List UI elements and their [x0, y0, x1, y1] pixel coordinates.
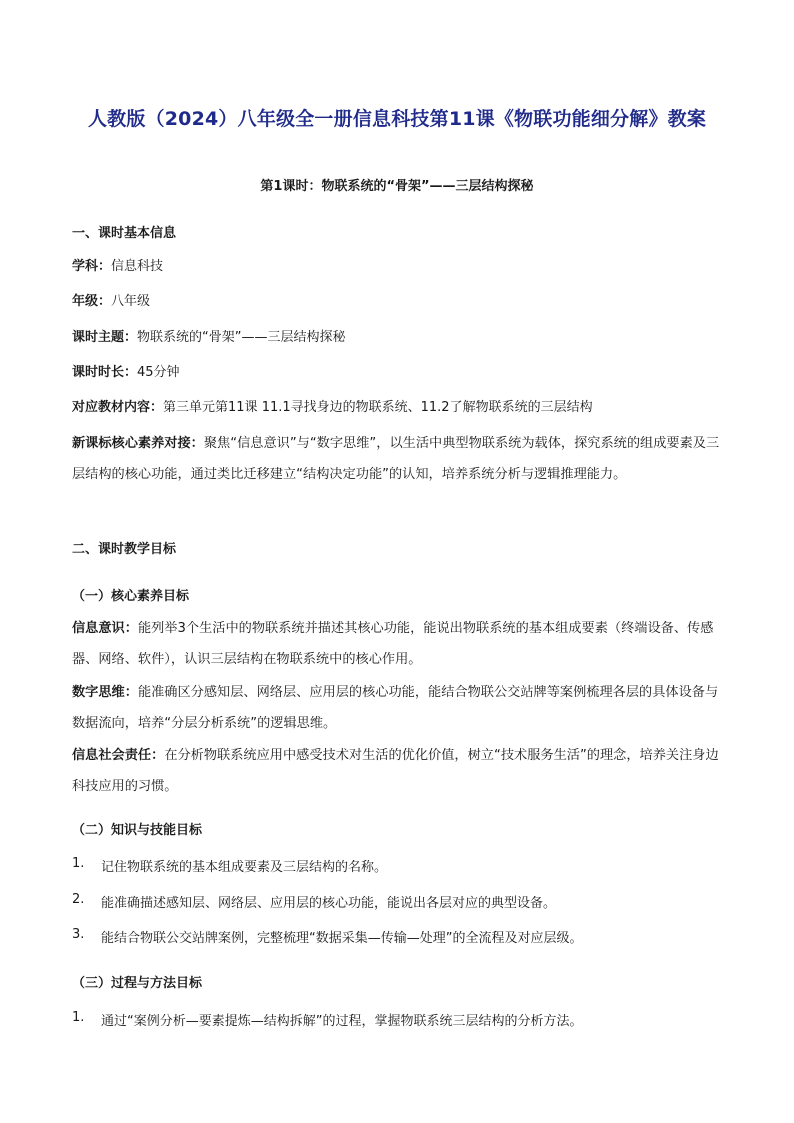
subject-label: 学科： — [72, 259, 112, 274]
knowledge-item-number: 3. — [72, 927, 85, 942]
standard-label: 新课标核心素养对接： — [72, 436, 204, 451]
subsection-heading-process: （三）过程与方法目标 — [72, 976, 203, 991]
digital-thinking-label: 数字思维： — [72, 685, 138, 700]
duration-label: 课时时长： — [72, 365, 138, 380]
subsection-heading-knowledge: （二）知识与技能目标 — [72, 823, 203, 838]
process-item-number: 1. — [72, 1010, 85, 1025]
material-line — [72, 400, 593, 416]
knowledge-item-number: 2. — [72, 892, 85, 907]
social-responsibility-label: 信息社会责任： — [72, 748, 165, 763]
knowledge-item-number: 1. — [72, 856, 85, 871]
info-awareness-label: 信息意识： — [72, 621, 138, 636]
subject-value: 信息科技 — [111, 259, 164, 274]
knowledge-item-text: 记住物联系统的基本组成要素及三层结构的名称。 — [101, 860, 388, 875]
standard-value: 聚焦“信息意识”与“数字思维”，以生活中典型物联系统为载体，探究系统的组成要素及三层结构的核心功能，通过类比迁移建立“结构决定功能”的认知，培养系统分析与逻辑推理能力。 — [72, 436, 720, 482]
lesson-subtitle: 第1课时：物联系统的“骨架”——三层结构探秘 — [260, 179, 534, 194]
grade-label: 年级： — [72, 294, 112, 309]
topic-value: 物联系统的“骨架”——三层结构探秘 — [137, 330, 346, 345]
topic-label: 课时主题： — [72, 330, 138, 345]
section-heading-objectives: 二、课时教学目标 — [72, 542, 177, 557]
social-responsibility-paragraph — [72, 740, 724, 802]
digital-thinking-paragraph — [72, 677, 724, 739]
material-label: 对应教材内容： — [72, 400, 164, 415]
material-value: 第三单元第11课 11.1寻找身边的物联系统、11.2了解物联系统的三层结构 — [163, 400, 593, 415]
document-title: 人教版（2024）八年级全一册信息科技第11课《物联功能细分解》教案 — [87, 108, 707, 130]
info-awareness-value: 能列举3个生活中的物联系统并描述其核心功能，能说出物联系统的基本组成要素（终端设备、传感器、网络、软件），认识三层结构在物联系统中的核心作用。 — [72, 621, 714, 667]
info-awareness-paragraph — [72, 613, 724, 675]
section-heading-basic-info: 一、课时基本信息 — [72, 226, 177, 241]
topic-line — [72, 330, 346, 346]
subsection-heading-core-literacy: （一）核心素养目标 — [72, 589, 190, 604]
grade-line — [72, 294, 150, 310]
process-item-text: 通过“案例分析—要素提炼—结构拆解”的过程，掌握物联系统三层结构的分析方法。 — [101, 1014, 583, 1029]
social-responsibility-value: 在分析物联系统应用中感受技术对生活的优化价值，树立“技术服务生活”的理念，培养关注身边科技应用的习惯。 — [72, 748, 719, 794]
duration-value: 45分钟 — [137, 365, 180, 380]
digital-thinking-value: 能准确区分感知层、网络层、应用层的核心功能，能结合物联公交站牌等案例梳理各层的具体设备与数据流向，培养“分层分析系统”的逻辑思维。 — [72, 685, 719, 731]
subject-line — [72, 259, 163, 275]
grade-value: 八年级 — [111, 294, 151, 309]
knowledge-item-text: 能准确描述感知层、网络层、应用层的核心功能，能说出各层对应的典型设备。 — [101, 896, 557, 911]
knowledge-item-text: 能结合物联公交站牌案例，完整梳理“数据采集—传输—处理”的全流程及对应层级。 — [101, 931, 583, 946]
duration-line — [72, 365, 180, 381]
standard-paragraph — [72, 428, 724, 490]
